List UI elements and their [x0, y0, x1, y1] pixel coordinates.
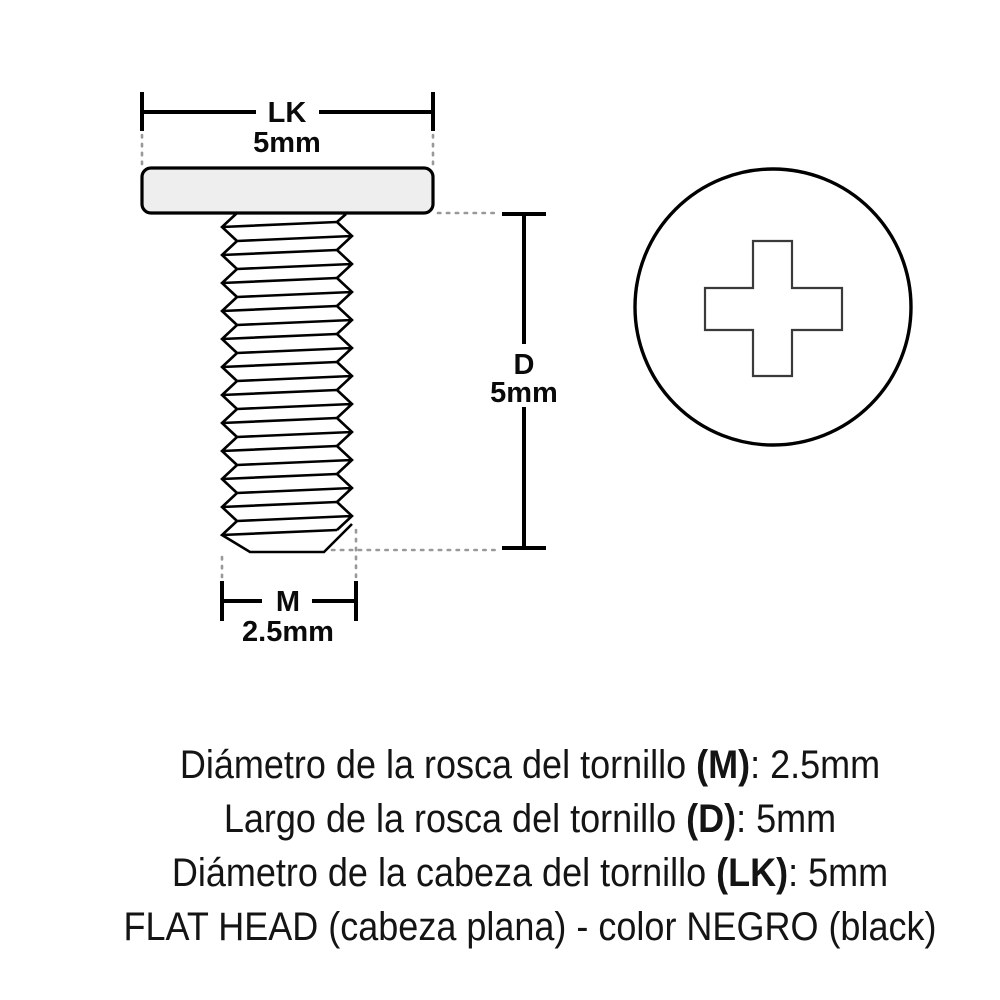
- spec-line-bold: (LK): [716, 851, 789, 895]
- m-dimension: [222, 581, 356, 648]
- screw-thread: [222, 213, 352, 552]
- spec-line-bold: (M): [696, 743, 751, 787]
- spec-line-prefix: FLAT HEAD (cabeza plana) - color NEGRO (black): [123, 905, 937, 949]
- spec-line-prefix: Diámetro de la rosca del tornillo: [179, 743, 697, 787]
- lk-dimension-value: 5mm: [253, 127, 321, 159]
- spec-line-prefix: Largo de la rosca del tornillo: [223, 797, 687, 841]
- d-dimension-value: 5mm: [490, 377, 558, 409]
- screw-head: [142, 168, 433, 213]
- spec-line-suffix: : 5mm: [788, 851, 889, 895]
- lk-dimension: [142, 92, 433, 159]
- lk-dimension-label: LK: [267, 97, 307, 129]
- m-dimension-label: M: [275, 586, 301, 618]
- spec-line-suffix: : 2.5mm: [750, 743, 881, 787]
- d-dimension-label: D: [513, 349, 535, 381]
- screw-tip: [222, 521, 352, 552]
- m-dimension-value: 2.5mm: [242, 616, 334, 648]
- screw-side-view: [142, 168, 433, 552]
- screw-top-view: [635, 169, 911, 445]
- spec-line-prefix: Diámetro de la cabeza del tornillo: [171, 851, 717, 895]
- d-dimension: [490, 214, 558, 548]
- spec-text-block: [50, 684, 950, 949]
- spec-line-suffix: : 5mm: [736, 797, 837, 841]
- spec-line-bold: (D): [686, 797, 737, 841]
- spec-line-thread-diameter: [50, 684, 950, 787]
